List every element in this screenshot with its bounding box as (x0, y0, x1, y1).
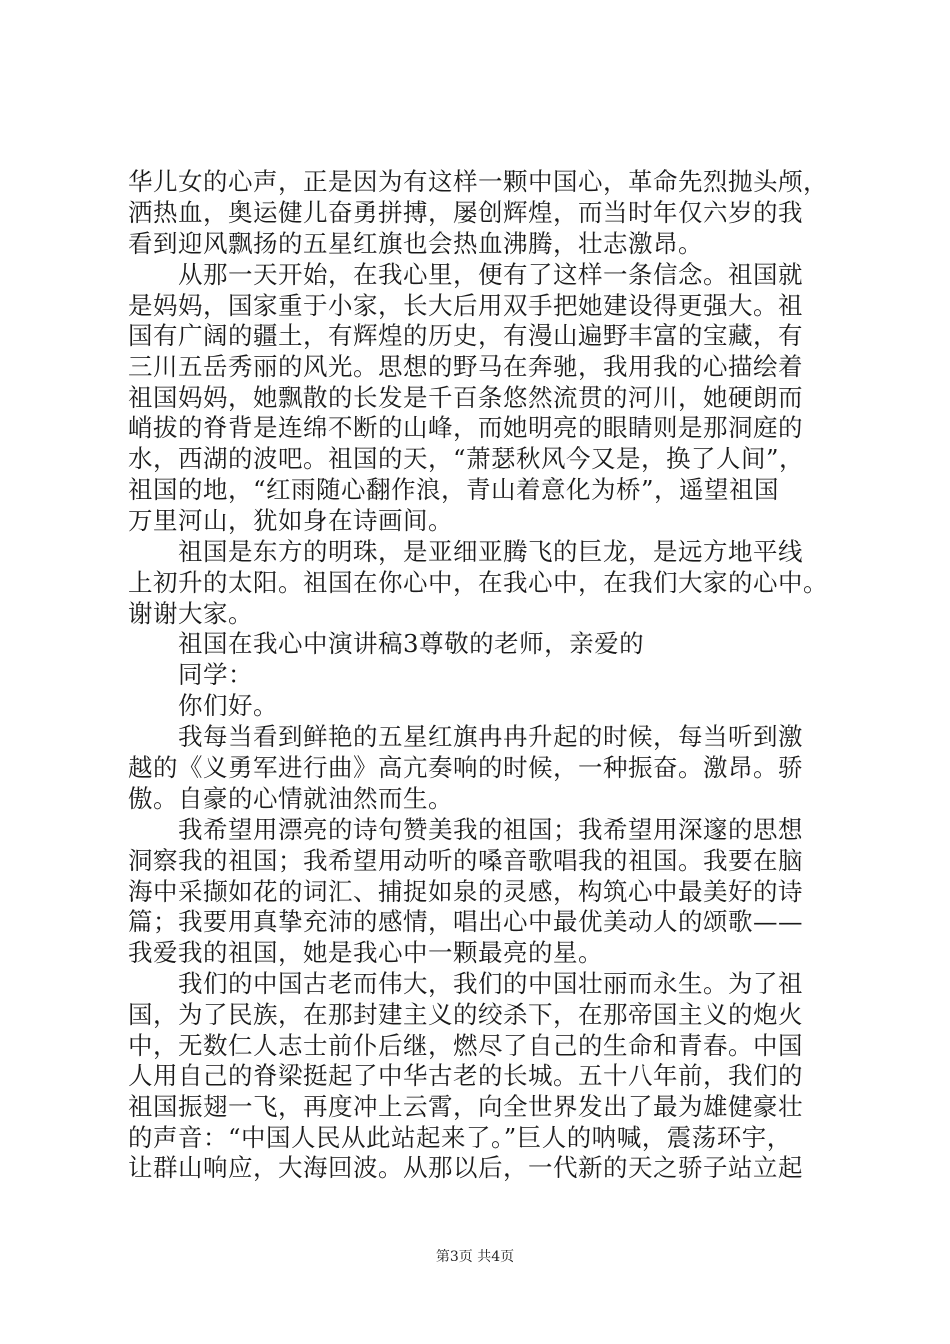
text-line: 水，西湖的波吧。祖国的天，“萧瑟秋风今又是，换了人间”， (128, 444, 805, 473)
text-line: 我希望用漂亮的诗句赞美我的祖国；我希望用深邃的思想 (178, 815, 803, 844)
text-line: 看到迎风飘扬的五星红旗也会热血沸腾，壮志激昂。 (128, 229, 703, 258)
text-line: 祖国妈妈，她飘散的长发是千百条悠然流贯的河川，她硬朗而 (128, 383, 803, 412)
text-line: 让群山响应，大海回波。从那以后，一代新的天之骄子站立起 (128, 1153, 803, 1182)
text-line: 是妈妈，国家重于小家，长大后用双手把她建设得更强大。祖 (128, 291, 803, 320)
text-line: 祖国振翅一飞，再度冲上云霄，向全世界发出了最为雄健豪壮 (128, 1092, 803, 1121)
text-line: 三川五岳秀丽的风光。思想的野马在奔驰，我用我的心描绘着 (128, 352, 803, 381)
text-line: 人用自己的脊梁挺起了中华古老的长城。五十八年前，我们的 (128, 1061, 803, 1090)
page-footer: 第3页 共4页 (435, 1249, 515, 1265)
text-line: 谢谢大家。 (128, 599, 253, 628)
text-line: 峭拔的脊背是连绵不断的山峰，而她明亮的眼睛则是那洞庭的 (128, 413, 803, 442)
text-line: 万里河山，犹如身在诗画间。 (128, 506, 453, 535)
text-line: 我们的中国古老而伟大，我们的中国壮丽而永生。为了祖 (178, 969, 803, 998)
text-line: 傲。自豪的心情就油然而生。 (128, 784, 453, 813)
text-line: 上初升的太阳。祖国在你心中，在我心中，在我们大家的心中。 (128, 568, 828, 597)
text-line: 我爱我的祖国，她是我心中一颗最亮的星。 (128, 938, 603, 967)
text-line: 洒热血，奥运健儿奋勇拼搏，屡创辉煌，而当时年仅六岁的我 (128, 198, 803, 227)
text-line: 祖国的地，“红雨随心翻作浪，青山着意化为桥”，遥望祖国 (128, 475, 780, 504)
text-line: 从那一天开始，在我心里，便有了这样一条信念。祖国就 (178, 260, 803, 289)
text-line: 中，无数仁人志士前仆后继，燃尽了自己的生命和青春。中国 (128, 1031, 803, 1060)
text-line: 同学： (178, 660, 253, 689)
text-line: 祖国是东方的明珠，是亚细亚腾飞的巨龙，是远方地平线 (178, 537, 803, 566)
text-line: 国，为了民族，在那封建主义的绞杀下，在那帝国主义的炮火 (128, 1000, 803, 1029)
text-line: 海中采撷如花的词汇、捕捉如泉的灵感，构筑心中最美好的诗 (128, 877, 803, 906)
text-line: 的声音：“中国人民从此站起来了。”巨人的呐喊，震荡环宇， (128, 1123, 792, 1152)
text-line: 篇；我要用真挚充沛的感情，唱出心中最优美动人的颂歌—— (128, 907, 803, 936)
text-line: 国有广阔的疆土，有辉煌的历史，有漫山遍野丰富的宝藏，有 (128, 321, 803, 350)
text-line: 华儿女的心声，正是因为有这样一颗中国心，革命先烈抛头颅， (128, 167, 828, 196)
text-line: 你们好。 (178, 691, 278, 720)
text-line: 我每当看到鲜艳的五星红旗冉冉升起的时候，每当听到激 (178, 722, 803, 751)
text-line: 越的《义勇军进行曲》高亢奏响的时候，一种振奋。激昂。骄 (128, 753, 803, 782)
text-line: 祖国在我心中演讲稿3尊敬的老师，亲爱的 (178, 629, 645, 658)
text-line: 洞察我的祖国；我希望用动听的嗓音歌唱我的祖国。我要在脑 (128, 846, 803, 875)
